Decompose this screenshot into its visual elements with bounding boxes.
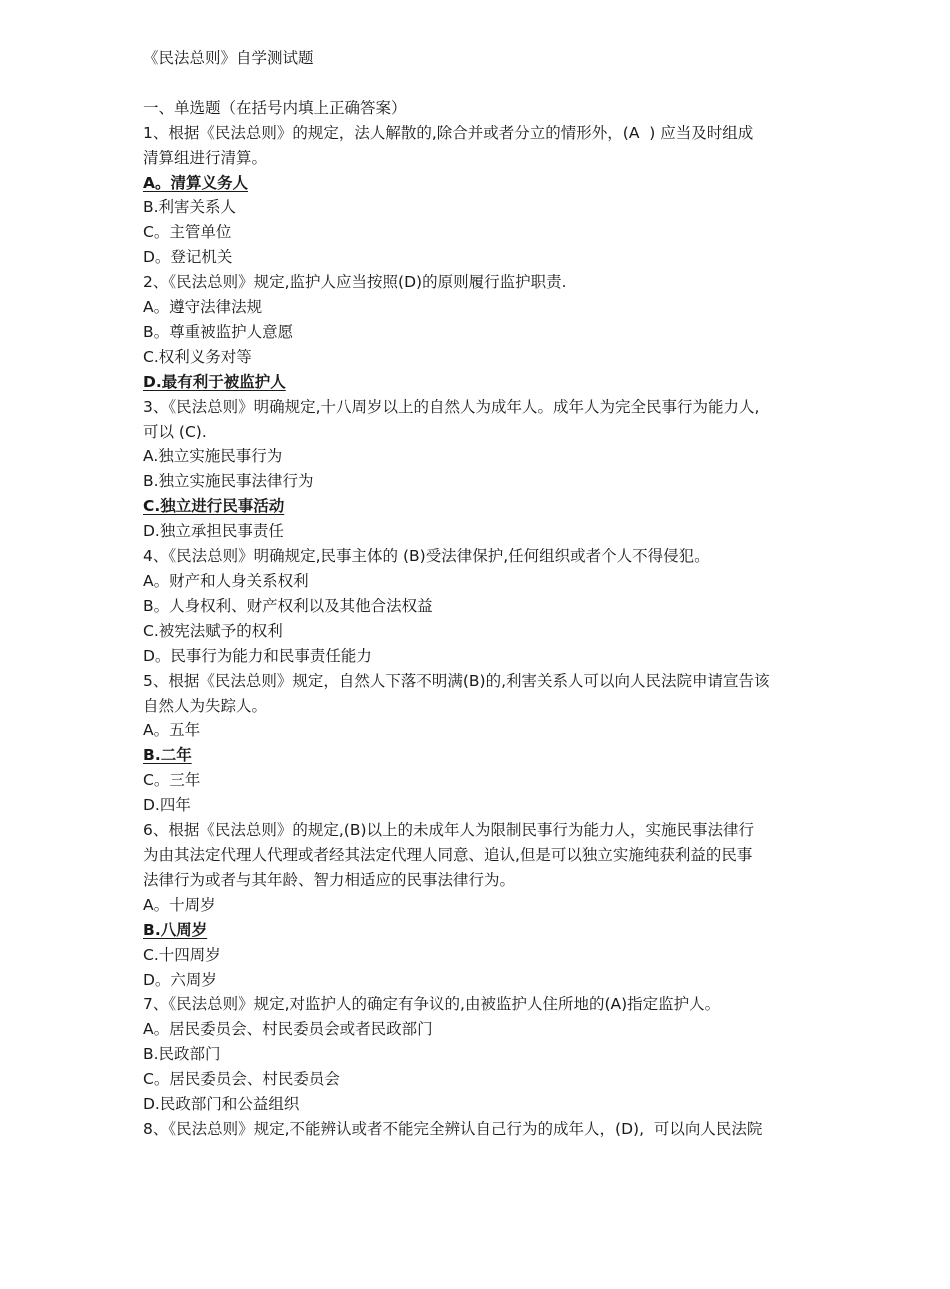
document-body xyxy=(143,46,813,1142)
answer-option: B.八周岁 xyxy=(143,920,208,939)
question-text: 3、《民法总则》明确规定,十八周岁以上的自然人为成年人。成年人为完全民事行为能力人, xyxy=(143,397,760,416)
answer-option: A。清算义务人 xyxy=(143,173,248,192)
question-4 xyxy=(143,544,813,669)
question-1 xyxy=(143,121,813,270)
question-text: 1、根据《民法总则》的规定，法人解散的,除合并或者分立的情形外，(A ) 应当及时组成 xyxy=(143,123,754,142)
question-8 xyxy=(143,1117,813,1142)
option: A。十周岁 xyxy=(143,895,216,914)
question-text: 可以 (C). xyxy=(143,422,207,441)
option: C。居民委员会、村民委员会 xyxy=(143,1070,340,1089)
question-7 xyxy=(143,992,813,1117)
option: D.民政部门和公益组织 xyxy=(143,1095,300,1114)
question-text: 清算组进行清算。 xyxy=(143,148,268,167)
question-text: 6、根据《民法总则》的规定,(B)以上的未成年人为限制民事行为能力人，实施民事法律行 xyxy=(143,821,755,840)
option: A。遵守法律法规 xyxy=(143,298,263,317)
question-5 xyxy=(143,669,813,818)
question-6 xyxy=(143,818,813,992)
question-text: 2、《民法总则》规定,监护人应当按照(D)的原则履行监护职责. xyxy=(143,273,567,292)
answer-option: D.最有利于被监护人 xyxy=(143,372,286,391)
question-text: 5、根据《民法总则》规定，自然人下落不明满(B)的,利害关系人可以向人民法院申请宣告该 xyxy=(143,671,770,690)
option: A。五年 xyxy=(143,721,201,740)
question-3 xyxy=(143,395,813,544)
option: C。主管单位 xyxy=(143,223,232,242)
option: B。尊重被监护人意愿 xyxy=(143,322,294,341)
option: D。六周岁 xyxy=(143,970,217,989)
question-text: 4、《民法总则》明确规定,民事主体的 (B)受法律保护,任何组织或者个人不得侵犯。 xyxy=(143,547,710,566)
option: D.四年 xyxy=(143,796,191,815)
option: C.十四周岁 xyxy=(143,945,221,964)
question-text: 7、《民法总则》规定,对监护人的确定有争议的,由被监护人住所地的(A)指定监护人。 xyxy=(143,995,721,1014)
option: A.独立实施民事行为 xyxy=(143,447,283,466)
answer-option: B.二年 xyxy=(143,746,192,765)
question-text: 为由其法定代理人代理或者经其法定代理人同意、追认,但是可以独立实施纯获利益的民事 xyxy=(143,845,753,864)
question-text: 自然人为失踪人。 xyxy=(143,696,268,715)
option: B.民政部门 xyxy=(143,1045,221,1064)
option: D。登记机关 xyxy=(143,248,233,267)
question-2 xyxy=(143,270,813,395)
option: B。人身权利、财产权利以及其他合法权益 xyxy=(143,596,433,615)
question-text: 8、《民法总则》规定,不能辨认或者不能完全辨认自己行为的成年人，(D), 可以向人民法院 xyxy=(143,1119,763,1138)
option: D。民事行为能力和民事责任能力 xyxy=(143,646,372,665)
answer-option: C.独立进行民事活动 xyxy=(143,497,285,516)
option: C.被宪法赋予的权利 xyxy=(143,621,283,640)
option: C.权利义务对等 xyxy=(143,347,252,366)
option: B.利害关系人 xyxy=(143,198,237,217)
option: A。居民委员会、村民委员会或者民政部门 xyxy=(143,1020,433,1039)
question-text: 法律行为或者与其年龄、智力相适应的民事法律行为。 xyxy=(143,870,516,889)
option: B.独立实施民事法律行为 xyxy=(143,472,314,491)
option: C。三年 xyxy=(143,771,201,790)
option: A。财产和人身关系权利 xyxy=(143,572,309,591)
section-heading: 一、单选题（在括号内填上正确答案） xyxy=(143,98,407,117)
option: D.独立承担民事责任 xyxy=(143,522,284,541)
document-title: 《民法总则》自学测试题 xyxy=(143,49,314,67)
